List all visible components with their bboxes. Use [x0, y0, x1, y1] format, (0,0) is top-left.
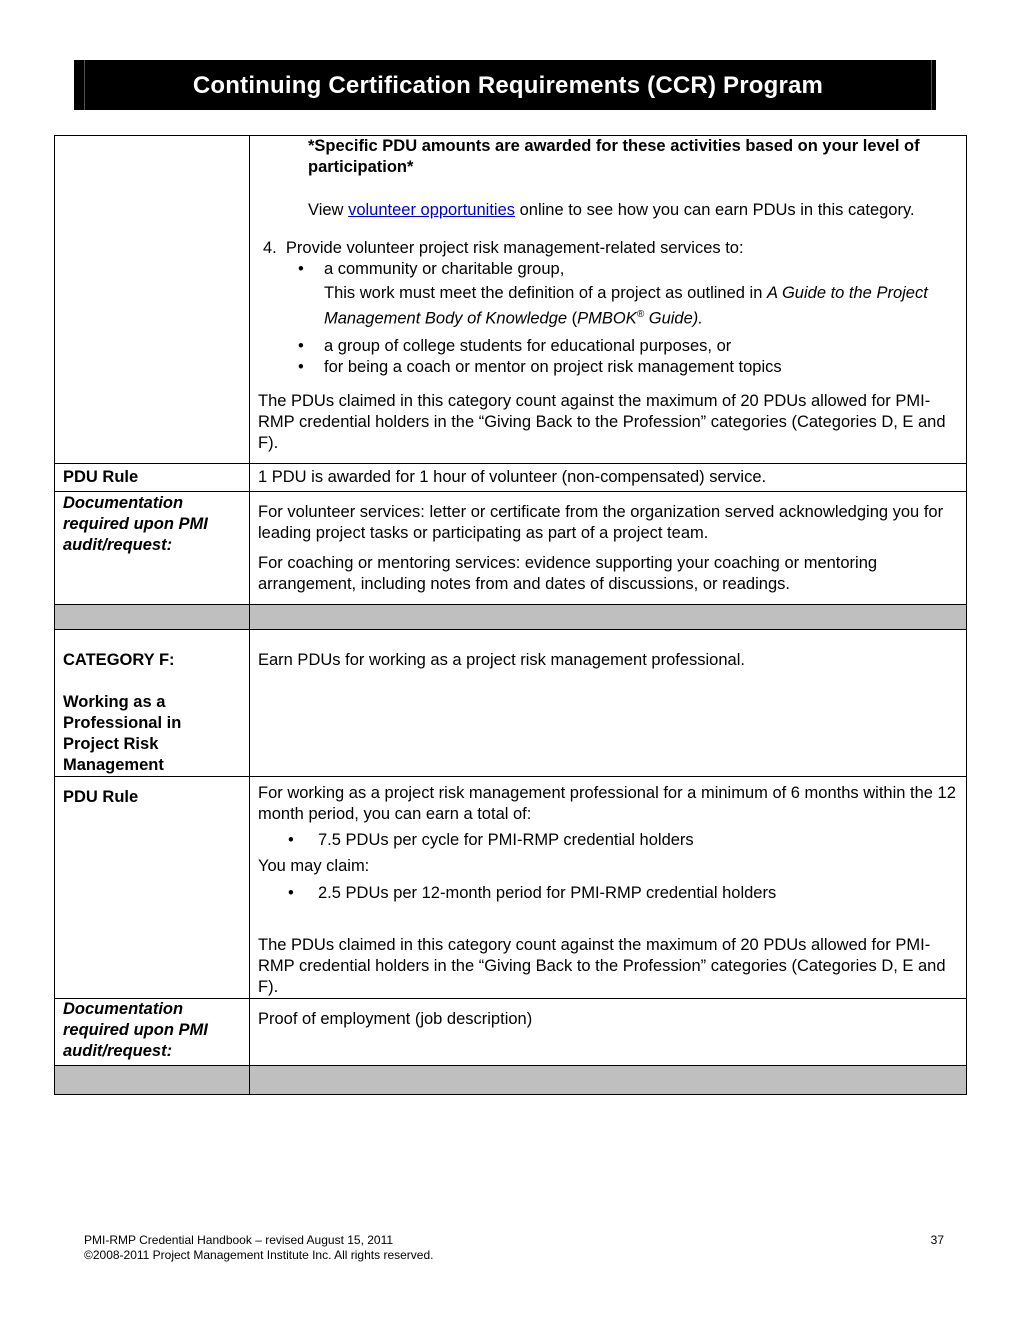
- volunteer-opportunities-link[interactable]: volunteer opportunities: [348, 201, 516, 219]
- documentation-cell: [250, 491, 967, 604]
- documentation-label: Documentation required upon PMI audit/request:: [55, 491, 250, 604]
- category-f-documentation: Proof of employment (job description): [250, 998, 967, 1065]
- table-row: [55, 998, 967, 1065]
- footer-copyright-line: ©2008-2011 Project Management Institute Inc. All rights reserved.: [84, 1248, 434, 1262]
- table-row: [55, 463, 967, 491]
- footer-handbook-line: PMI-RMP Credential Handbook – revised August 15, 2011: [84, 1233, 394, 1247]
- category-f-label-cell: [55, 629, 250, 776]
- header-banner: [74, 60, 936, 110]
- table-separator-row: [55, 604, 967, 629]
- project-definition-note: This work must meet the definition of a project as outlined in A Guide to the Project Management Body of Knowledge (PMBOK® Guide).: [324, 284, 928, 328]
- claim-limit-text: The PDUs claimed in this category count against the maximum of 20 PDUs allowed for PMI-RMP credential holders in the “Giving Back to the Profession” categories (Categories D, E and F).: [258, 391, 946, 452]
- category-f-rule-cell: [250, 776, 967, 998]
- list-item: • for being a coach or mentor on project risk management topics: [258, 357, 958, 378]
- claim-limit-text: The PDUs claimed in this category count against the maximum of 20 PDUs allowed for PMI-RMP credential holders in the “Giving Back to the Profession” categories (Categories D, E and F).: [258, 935, 946, 996]
- documentation-volunteer: For volunteer services: letter or certificate from the organization served acknowledging you for leading project tasks or participating as part of a project team.: [258, 502, 944, 542]
- pdu-rule-label: PDU Rule: [55, 776, 250, 998]
- documentation-coaching: For coaching or mentoring services: evidence supporting your coaching or mentoring arrangement, including notes from and dates of discussions, or readings.: [258, 553, 878, 593]
- list-item: • a group of college students for educational purposes, or: [258, 336, 958, 357]
- page-footer: [84, 1233, 944, 1263]
- category-f-title: Working as a Professional in Project Risk Management: [63, 692, 182, 774]
- category-f-rule-text: For working as a project risk management professional for a minimum of 6 months within the 12 month period, you can earn a total of:: [258, 783, 956, 823]
- may-claim-text: You may claim:: [258, 856, 370, 875]
- view-opportunities-text: View volunteer opportunities online to see how you can earn PDUs in this category.: [308, 201, 915, 219]
- list-item: • 2.5 PDUs per 12-month period for PMI-RMP credential holders: [258, 883, 958, 904]
- page-number: 37: [930, 1233, 944, 1247]
- pdu-rule-label: PDU Rule: [55, 463, 250, 491]
- table-row: [55, 136, 967, 464]
- requirements-table: [54, 135, 967, 1095]
- list-item: • 7.5 PDUs per cycle for PMI-RMP credential holders: [258, 830, 958, 851]
- category-f-label: CATEGORY F:: [63, 650, 175, 669]
- participation-note: *Specific PDU amounts are awarded for these activities based on your level of participation*: [308, 137, 920, 176]
- documentation-label: Documentation required upon PMI audit/request:: [55, 998, 250, 1065]
- services-list: [258, 259, 958, 378]
- table-row: [55, 776, 967, 998]
- table-row: [55, 629, 967, 776]
- table-cell-empty: [55, 136, 250, 464]
- table-separator-row: [55, 1065, 967, 1094]
- category-f-text: Earn PDUs for working as a project risk management professional.: [250, 629, 967, 776]
- page-title: Continuing Certification Requirements (CCR) Program: [192, 71, 824, 99]
- period-list: [258, 883, 958, 904]
- pdu-rule-text: 1 PDU is awarded for 1 hour of volunteer (non-compensated) service.: [250, 463, 967, 491]
- list-item: • a community or charitable group, This work must meet the definition of a project as outlined in A Guide to the Project Management Body of Knowledge (PMBOK® Guide).: [258, 259, 958, 330]
- volunteer-details-cell: [250, 136, 967, 464]
- item-4: 4. Provide volunteer project risk management-related services to:: [263, 239, 744, 257]
- table-row: [55, 491, 967, 604]
- cycle-list: [258, 830, 958, 851]
